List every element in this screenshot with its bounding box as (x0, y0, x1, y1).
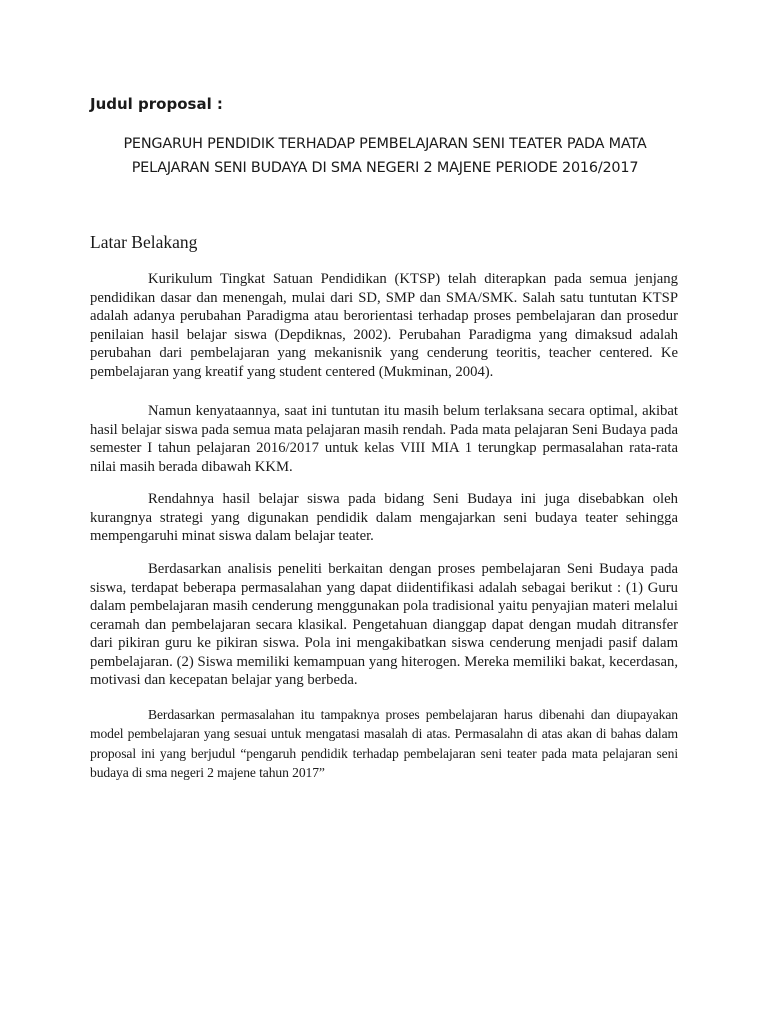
section-heading: Latar Belakang (90, 232, 198, 252)
paragraph-4 (90, 560, 678, 690)
paragraph-text: Namun kenyataannya, saat ini tuntutan itu masih belum terlaksana secara optimal, akibat hasil belajar siswa pada semua mata pelajaran masih rendah. Pada mata pelajaran Seni Budaya pada semester I tahun pelajaran 2016/2017 untuk kelas VIII MIA 1 terungkap permasalahan rata-rata nilai masih berada dibawah KKM. (90, 403, 678, 475)
proposal-title (90, 132, 680, 180)
paragraph-text: Berdasarkan permasalahan itu tampaknya proses pembelajaran harus dibenahi dan diupayakan model pembelajaran yang sesuai untuk mengatasi masalah di atas. Permasalahn di atas akan di bahas dalam proposal ini yang berjudul “pengaruh pendidik terhadap pembelajaran seni teater pada mata pelajaran seni budaya di sma negeri 2 majene tahun 2017” (90, 707, 678, 780)
proposal-label: Judul proposal : (90, 95, 223, 113)
paragraph-text: Berdasarkan analisis peneliti berkaitan dengan proses pembelajaran Seni Budaya pada siswa, terdapat beberapa permasalahan yang dapat diidentifikasi adalah sebagai berikut : (1) Guru dalam pembelajaran masih cenderung menggunakan pola tradisional yaitu penyajian materi melalui ceramah dan pembelajaran secara klasikal. Pengetahuan dianggap dapat dengan mudah ditransfer dari pikiran guru ke pikiran siswa. Pola ini mengakibatkan siswa cenderung menjadi pasif dalam pembelajaran. (2) Siswa memiliki kemampuan yang hiterogen. Mereka memiliki bakat, kecerdasan, motivasi dan kecepatan belajar yang berbeda. (90, 561, 678, 688)
proposal-title-line-2: PELAJARAN SENI BUDAYA DI SMA NEGERI 2 MAJENE PERIODE 2016/2017 (131, 160, 639, 176)
proposal-title-line-1: PENGARUH PENDIDIK TERHADAP PEMBELAJARAN SENI TEATER PADA MATA (123, 136, 647, 152)
paragraph-text: Kurikulum Tingkat Satuan Pendidikan (KTSP) telah diterapkan pada semua jenjang pendidikan dasar dan menengah, mulai dari SD, SMP dan SMA/SMK. Salah satu tuntutan KTSP adalah adanya perubahan Paradigma atau berorientasi terhadap proses pembelajaran dan prosedur penilaian hasil belajar siswa (Depdiknas, 2002). Perubahan Paradigma yang dimaksud adalah perubahan dari pembelajaran yang mekanisnik yang cenderung teoritis, teacher centered. Ke pembelajaran yang kreatif yang student centered (Mukminan, 2004). (90, 271, 678, 380)
paragraph-2 (90, 402, 678, 476)
paragraph-3 (90, 490, 678, 546)
paragraph-5 (90, 705, 678, 782)
paragraph-1 (90, 270, 678, 381)
paragraph-text: Rendahnya hasil belajar siswa pada bidang Seni Budaya ini juga disebabkan oleh kurangnya strategi yang digunakan pendidik dalam mengajarkan seni budaya teater sehingga mempengaruhi minat siswa dalam belajar teater. (90, 491, 678, 544)
